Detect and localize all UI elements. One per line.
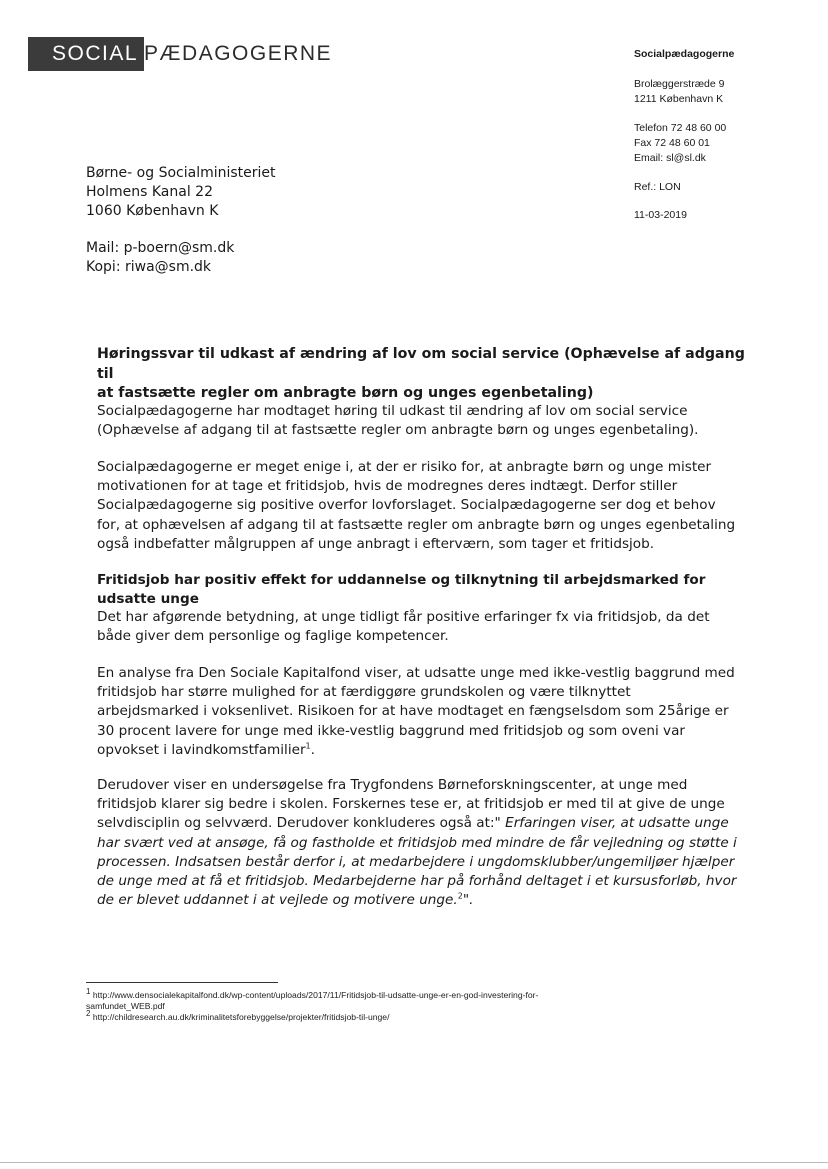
recipient-line-1: Børne- og Socialministeriet bbox=[86, 165, 276, 181]
title-line-2: at fastsætte regler om anbragte børn og unges egenbetaling) bbox=[97, 385, 594, 401]
p2-line-4: for, at ophævelsen af adgang til at fastsætte regler om anbragte børn og unges egenbetaling bbox=[97, 516, 736, 533]
quote-line-6: de unge med at få et fritidsjob. Medarbejderne har på forhånd deltaget i et kursusforløb, hvor bbox=[97, 873, 737, 890]
footnote-2 bbox=[86, 1009, 686, 1023]
paragraph-2 bbox=[97, 458, 737, 554]
p4-end: . bbox=[310, 741, 315, 758]
paragraph-4 bbox=[97, 664, 737, 760]
p4-line-4: 30 procent lavere for unge med ikke-vestlig baggrund med fritidsjob og som oveni var bbox=[97, 722, 686, 739]
p5-line-7 bbox=[97, 891, 737, 910]
p4-line-5 bbox=[97, 741, 737, 760]
quote-start: " Erfaringen viser, at udsatte unge bbox=[494, 815, 729, 832]
p5-line-5 bbox=[97, 853, 737, 872]
p4-line-2: fritidsjob har større mulighed for at færdiggøre grundskolen og være tilknyttet bbox=[97, 684, 631, 701]
recipient-line-2: Holmens Kanal 22 bbox=[86, 184, 213, 200]
p2-line-2: motivationen for at tage et fritidsjob, hvis de modregnes deres indtægt. Derfor stiller bbox=[97, 478, 678, 495]
p5-line-6 bbox=[97, 872, 737, 891]
quote-line-5: processen. Indsatsen består derfor i, at medarbejdere i ungdomsklubber/ungemiljøer hjælper bbox=[97, 853, 735, 870]
p1-line-2: (Ophævelse af adgang til at fastsætte regler om anbragte børn og unges egenbetaling). bbox=[97, 422, 699, 439]
page-bottom-edge bbox=[0, 1162, 828, 1163]
footnote-1-number: 1 bbox=[86, 987, 91, 997]
paragraph-5 bbox=[97, 776, 737, 910]
recipient-mail: Mail: p-boern@sm.dk bbox=[86, 240, 235, 256]
section-heading bbox=[97, 571, 737, 609]
logo-part-social: SOCIAL bbox=[28, 37, 144, 71]
p4-line-5-text: opvokset i lavindkomstfamilier bbox=[97, 741, 306, 758]
sender-city: 1211 København K bbox=[634, 93, 724, 105]
footnote-ref-1: 1 bbox=[305, 741, 311, 751]
footnote-2-link[interactable]: http://childresearch.au.dk/kriminalitetsforebyggelse/projekter/fritidsjob-til-unge/ bbox=[92, 1012, 390, 1022]
footnote-1 bbox=[86, 987, 686, 1012]
reference: Ref.: LON bbox=[634, 181, 681, 193]
footnote-1-link-cont[interactable]: samfundet_WEB.pdf bbox=[86, 1001, 165, 1011]
p4-line-1: En analyse fra Den Sociale Kapitalfond viser, at udsatte unge med ikke-vestlig baggrund med bbox=[97, 665, 735, 681]
paragraph-3 bbox=[97, 608, 737, 646]
sender-street: Brolæggerstræde 9 bbox=[634, 78, 725, 90]
quote-line-4: har svært ved at ansøge, få og fastholde et fritidsjob med mindre de får vejledning og støtte i bbox=[97, 834, 737, 851]
footnote-divider bbox=[86, 982, 278, 983]
logo-part-paedagogerne: PÆDAGOGERNE bbox=[144, 42, 333, 65]
recipient-kopi: Kopi: riwa@sm.dk bbox=[86, 259, 212, 275]
subheading-line-2: udsatte unge bbox=[97, 591, 199, 608]
p3-line-1: Det har afgørende betydning, at unge tidligt får positive erfaringer fx via fritidsjob, da det bbox=[97, 609, 710, 625]
footnote-ref-2: 2 bbox=[457, 891, 463, 901]
document-title bbox=[97, 345, 757, 404]
p3-line-2: både giver dem personlige og faglige kompetencer. bbox=[97, 628, 449, 645]
p5-line-2: fritidsjob klarer sig bedre i skolen. Forskernes tese er, at fritidsjob er med til at give de unge bbox=[97, 796, 725, 813]
p5-line-3 bbox=[97, 814, 737, 833]
quote-end: ". bbox=[462, 892, 474, 909]
p2-line-5: også indbefatter målgruppen af unge anbragt i efterværn, som tager et fritidsjob. bbox=[97, 535, 655, 552]
title-line-1: Høringssvar til udkast af ændring af lov om social service (Ophævelse af adgang til bbox=[97, 346, 745, 382]
sender-name: Socialpædagogerne bbox=[634, 48, 735, 60]
p1-line-1: Socialpædagogerne har modtaget høring til udkast til ændring af lov om social service bbox=[97, 403, 688, 419]
sender-fax: Fax 72 48 60 01 bbox=[634, 137, 710, 149]
sender-email: Email: sl@sl.dk bbox=[634, 152, 706, 164]
footnote-2-number: 2 bbox=[86, 1009, 91, 1019]
p2-line-1: Socialpædagogerne er meget enige i, at der er risiko for, at anbragte børn og unge mister bbox=[97, 459, 712, 475]
p4-line-3: arbejdsmarked i voksenlivet. Risikoen for at have modtaget en fængselsdom som 25årige er bbox=[97, 703, 729, 720]
recipient-line-3: 1060 København K bbox=[86, 203, 219, 219]
p5-line-4 bbox=[97, 834, 737, 853]
p5-line-1: Derudover viser en undersøgelse fra Trygfondens Børneforskningscenter, at unge med bbox=[97, 777, 688, 793]
footnote-1-link[interactable]: http://www.densocialekapitalfond.dk/wp-content/uploads/2017/11/Fritidsjob-til-udsatte-unge-er-en-god-investering-for- bbox=[92, 990, 539, 1000]
subheading-line-1: Fritidsjob har positiv effekt for uddannelse og tilknytning til arbejdsmarked for bbox=[97, 572, 706, 588]
sender-phone: Telefon 72 48 60 00 bbox=[634, 122, 727, 134]
paragraph-1 bbox=[97, 402, 737, 440]
letter-date: 11-03-2019 bbox=[634, 209, 687, 221]
logo bbox=[28, 37, 332, 71]
quote-line-7: de er blevet uddannet i at vejlede og motivere unge. bbox=[97, 892, 458, 909]
p2-line-3: Socialpædagogerne sig positive overfor lovforslaget. Socialpædagogerne ser dog et behov bbox=[97, 497, 716, 514]
p5-line-3-text: selvdisciplin og selvværd. Derudover konkluderes også at: bbox=[97, 815, 495, 832]
